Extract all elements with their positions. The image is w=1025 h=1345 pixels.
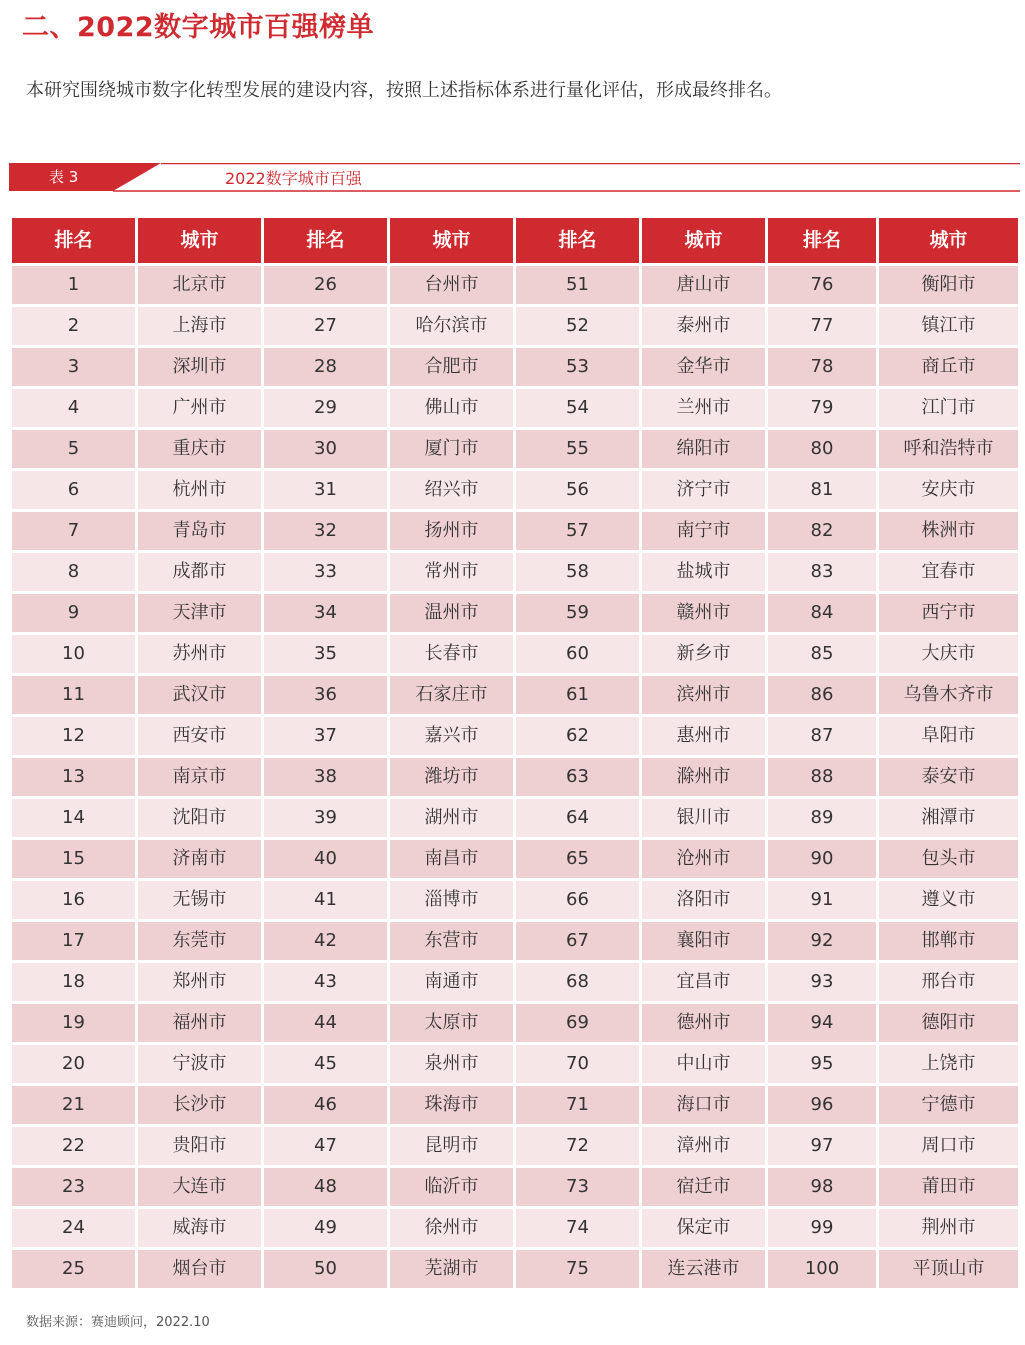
city-cell: 常州市 [390,553,513,591]
rank-cell: 60 [516,635,639,673]
city-cell: 泰安市 [879,758,1018,796]
rank-cell: 49 [264,1209,387,1247]
city-cell: 江门市 [879,389,1018,427]
rank-cell: 76 [768,266,876,304]
city-cell: 西安市 [138,717,261,755]
city-cell: 珠海市 [390,1086,513,1124]
table-caption: 2022数字城市百强 [225,169,362,188]
rank-cell: 35 [264,635,387,673]
city-cell: 佛山市 [390,389,513,427]
city-cell: 济南市 [138,840,261,878]
rank-cell: 89 [768,799,876,837]
rank-cell: 50 [264,1250,387,1288]
rank-cell: 24 [12,1209,135,1247]
header-rank: 排名 [768,218,876,263]
city-cell: 贵阳市 [138,1127,261,1165]
city-cell: 沧州市 [642,840,765,878]
rank-cell: 88 [768,758,876,796]
rank-cell: 96 [768,1086,876,1124]
city-cell: 宁德市 [879,1086,1018,1124]
rank-cell: 93 [768,963,876,1001]
city-cell: 深圳市 [138,348,261,386]
city-cell: 南京市 [138,758,261,796]
intro-paragraph: 本研究围绕城市数字化转型发展的建设内容，按照上述指标体系进行量化评估，形成最终排名。 [26,80,782,101]
city-cell: 中山市 [642,1045,765,1083]
rank-cell: 9 [12,594,135,632]
table-caption-bar [9,163,1020,192]
rank-cell: 84 [768,594,876,632]
rank-cell: 19 [12,1004,135,1042]
city-cell: 德阳市 [879,1004,1018,1042]
rank-cell: 81 [768,471,876,509]
rank-cell: 55 [516,430,639,468]
rank-cell: 6 [12,471,135,509]
rank-cell: 44 [264,1004,387,1042]
city-cell: 苏州市 [138,635,261,673]
header-rank: 排名 [264,218,387,263]
rank-cell: 46 [264,1086,387,1124]
rank-cell: 99 [768,1209,876,1247]
rank-cell: 12 [12,717,135,755]
rank-cell: 98 [768,1168,876,1206]
rank-cell: 31 [264,471,387,509]
rank-cell: 42 [264,922,387,960]
rank-cell: 41 [264,881,387,919]
city-cell: 银川市 [642,799,765,837]
city-cell: 太原市 [390,1004,513,1042]
city-cell: 荆州市 [879,1209,1018,1247]
header-rank: 排名 [516,218,639,263]
header-rank: 排名 [12,218,135,263]
city-cell: 徐州市 [390,1209,513,1247]
rank-cell: 32 [264,512,387,550]
rank-cell: 62 [516,717,639,755]
rank-cell: 94 [768,1004,876,1042]
rank-cell: 40 [264,840,387,878]
ranking-table [12,218,1019,1288]
rank-cell: 25 [12,1250,135,1288]
rank-cell: 2 [12,307,135,345]
city-cell: 绵阳市 [642,430,765,468]
city-cell: 潍坊市 [390,758,513,796]
caption-bar-graphic [9,163,1020,193]
city-cell: 郑州市 [138,963,261,1001]
city-cell: 邯郸市 [879,922,1018,960]
rank-cell: 53 [516,348,639,386]
rank-cell: 65 [516,840,639,878]
city-cell: 宜昌市 [642,963,765,1001]
city-cell: 洛阳市 [642,881,765,919]
city-cell: 威海市 [138,1209,261,1247]
rank-cell: 85 [768,635,876,673]
city-cell: 兰州市 [642,389,765,427]
section-title: 二、2022数字城市百强榜单 [22,12,375,43]
header-city: 城市 [879,218,1018,263]
city-cell: 北京市 [138,266,261,304]
city-cell: 赣州市 [642,594,765,632]
city-cell: 天津市 [138,594,261,632]
rank-cell: 36 [264,676,387,714]
city-cell: 包头市 [879,840,1018,878]
city-cell: 镇江市 [879,307,1018,345]
city-cell: 平顶山市 [879,1250,1018,1288]
city-cell: 烟台市 [138,1250,261,1288]
city-cell: 沈阳市 [138,799,261,837]
city-cell: 青岛市 [138,512,261,550]
city-cell: 厦门市 [390,430,513,468]
rank-cell: 54 [516,389,639,427]
city-cell: 上饶市 [879,1045,1018,1083]
rank-cell: 59 [516,594,639,632]
rank-cell: 52 [516,307,639,345]
header-city: 城市 [390,218,513,263]
city-cell: 连云港市 [642,1250,765,1288]
city-cell: 漳州市 [642,1127,765,1165]
rank-cell: 78 [768,348,876,386]
table-number-label: 表 3 [49,168,79,186]
rank-cell: 100 [768,1250,876,1288]
rank-cell: 45 [264,1045,387,1083]
city-cell: 泰州市 [642,307,765,345]
city-cell: 南通市 [390,963,513,1001]
rank-cell: 22 [12,1127,135,1165]
rank-cell: 63 [516,758,639,796]
rank-cell: 72 [516,1127,639,1165]
rank-cell: 95 [768,1045,876,1083]
city-cell: 西宁市 [879,594,1018,632]
city-cell: 哈尔滨市 [390,307,513,345]
rank-cell: 27 [264,307,387,345]
rank-cell: 4 [12,389,135,427]
data-source-note: 数据来源：赛迪顾问，2022.10 [26,1315,210,1330]
city-cell: 大庆市 [879,635,1018,673]
city-cell: 株洲市 [879,512,1018,550]
city-cell: 遵义市 [879,881,1018,919]
city-cell: 嘉兴市 [390,717,513,755]
rank-cell: 11 [12,676,135,714]
rank-cell: 68 [516,963,639,1001]
rank-cell: 80 [768,430,876,468]
city-cell: 唐山市 [642,266,765,304]
city-cell: 襄阳市 [642,922,765,960]
rank-cell: 91 [768,881,876,919]
city-cell: 滁州市 [642,758,765,796]
rank-cell: 74 [516,1209,639,1247]
city-cell: 济宁市 [642,471,765,509]
city-cell: 淄博市 [390,881,513,919]
rank-cell: 73 [516,1168,639,1206]
city-cell: 宿迁市 [642,1168,765,1206]
city-cell: 温州市 [390,594,513,632]
city-cell: 上海市 [138,307,261,345]
city-cell: 长沙市 [138,1086,261,1124]
rank-cell: 71 [516,1086,639,1124]
rank-cell: 18 [12,963,135,1001]
rank-cell: 14 [12,799,135,837]
city-cell: 宁波市 [138,1045,261,1083]
rank-cell: 69 [516,1004,639,1042]
rank-cell: 66 [516,881,639,919]
rank-cell: 86 [768,676,876,714]
rank-cell: 70 [516,1045,639,1083]
city-cell: 阜阳市 [879,717,1018,755]
city-cell: 福州市 [138,1004,261,1042]
city-cell: 大连市 [138,1168,261,1206]
rank-cell: 64 [516,799,639,837]
rank-cell: 58 [516,553,639,591]
city-cell: 滨州市 [642,676,765,714]
city-cell: 合肥市 [390,348,513,386]
city-cell: 南宁市 [642,512,765,550]
rank-cell: 47 [264,1127,387,1165]
city-cell: 邢台市 [879,963,1018,1001]
rank-cell: 67 [516,922,639,960]
city-cell: 湖州市 [390,799,513,837]
rank-cell: 1 [12,266,135,304]
rank-cell: 83 [768,553,876,591]
rank-cell: 17 [12,922,135,960]
rank-cell: 7 [12,512,135,550]
city-cell: 湘潭市 [879,799,1018,837]
rank-cell: 61 [516,676,639,714]
city-cell: 长春市 [390,635,513,673]
rank-cell: 77 [768,307,876,345]
city-cell: 盐城市 [642,553,765,591]
rank-cell: 90 [768,840,876,878]
rank-cell: 30 [264,430,387,468]
rank-cell: 43 [264,963,387,1001]
city-cell: 昆明市 [390,1127,513,1165]
city-cell: 德州市 [642,1004,765,1042]
rank-cell: 82 [768,512,876,550]
city-cell: 泉州市 [390,1045,513,1083]
rank-cell: 13 [12,758,135,796]
city-cell: 安庆市 [879,471,1018,509]
city-cell: 无锡市 [138,881,261,919]
city-cell: 金华市 [642,348,765,386]
city-cell: 宜春市 [879,553,1018,591]
rank-cell: 33 [264,553,387,591]
city-cell: 杭州市 [138,471,261,509]
city-cell: 南昌市 [390,840,513,878]
city-cell: 惠州市 [642,717,765,755]
city-cell: 扬州市 [390,512,513,550]
rank-cell: 20 [12,1045,135,1083]
rank-cell: 38 [264,758,387,796]
city-cell: 商丘市 [879,348,1018,386]
rank-cell: 3 [12,348,135,386]
rank-cell: 34 [264,594,387,632]
header-city: 城市 [642,218,765,263]
header-city: 城市 [138,218,261,263]
city-cell: 临沂市 [390,1168,513,1206]
city-cell: 呼和浩特市 [879,430,1018,468]
rank-cell: 21 [12,1086,135,1124]
rank-cell: 87 [768,717,876,755]
rank-cell: 29 [264,389,387,427]
city-cell: 保定市 [642,1209,765,1247]
rank-cell: 48 [264,1168,387,1206]
rank-cell: 51 [516,266,639,304]
city-cell: 衡阳市 [879,266,1018,304]
rank-cell: 97 [768,1127,876,1165]
rank-cell: 8 [12,553,135,591]
rank-cell: 16 [12,881,135,919]
rank-cell: 15 [12,840,135,878]
city-cell: 东营市 [390,922,513,960]
city-cell: 周口市 [879,1127,1018,1165]
rank-cell: 57 [516,512,639,550]
city-cell: 海口市 [642,1086,765,1124]
rank-cell: 28 [264,348,387,386]
city-cell: 石家庄市 [390,676,513,714]
city-cell: 武汉市 [138,676,261,714]
city-cell: 广州市 [138,389,261,427]
city-cell: 重庆市 [138,430,261,468]
rank-cell: 56 [516,471,639,509]
city-cell: 绍兴市 [390,471,513,509]
rank-cell: 26 [264,266,387,304]
rank-cell: 5 [12,430,135,468]
rank-cell: 37 [264,717,387,755]
city-cell: 芜湖市 [390,1250,513,1288]
city-cell: 莆田市 [879,1168,1018,1206]
rank-cell: 92 [768,922,876,960]
rank-cell: 75 [516,1250,639,1288]
city-cell: 东莞市 [138,922,261,960]
city-cell: 乌鲁木齐市 [879,676,1018,714]
rank-cell: 10 [12,635,135,673]
city-cell: 台州市 [390,266,513,304]
rank-cell: 79 [768,389,876,427]
city-cell: 新乡市 [642,635,765,673]
rank-cell: 23 [12,1168,135,1206]
city-cell: 成都市 [138,553,261,591]
rank-cell: 39 [264,799,387,837]
